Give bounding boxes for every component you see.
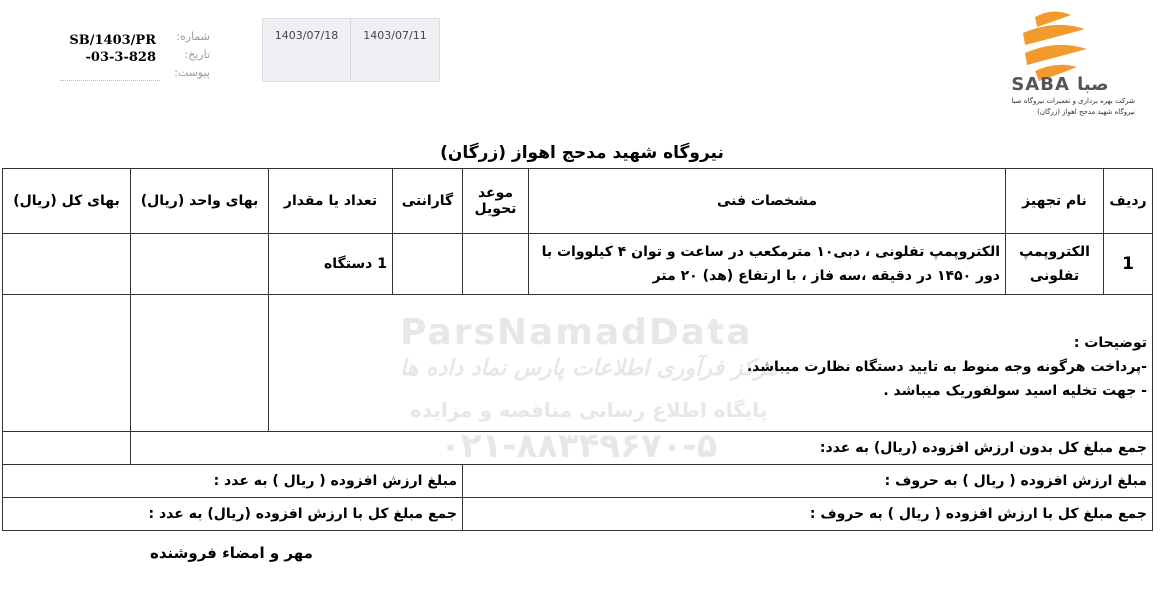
total-with-vat-words: جمع مبلغ کل با ارزش افزوده ( ریال ) به حروف : <box>463 498 1153 531</box>
page-title: نیروگاه شهید مدحج اهواز (زرگان) <box>440 143 724 163</box>
summary-row <box>3 465 1153 498</box>
logo-swoosh-3 <box>1025 45 1087 65</box>
logo-subtitle-line: نیروگاه شهید مدحج اهواز (زرگان) <box>1037 108 1135 116</box>
watermark-phone: ۰۲۱-۸۸۳۴۹۶۷۰-۵ <box>440 426 718 466</box>
cell-unit-price <box>131 234 269 295</box>
notes-empty-cell <box>131 295 269 432</box>
table-row <box>3 234 1153 295</box>
logo-text: SABA صبا <box>1011 74 1109 95</box>
watermark-line: مرکز فرآوری اطلاعات پارس نماد داده ها <box>400 356 779 381</box>
notes-row <box>3 295 1153 432</box>
summary-empty-cell <box>3 432 131 465</box>
notes-title: توضیحات : <box>1073 335 1147 351</box>
attachment-label: پیوست: <box>174 66 210 79</box>
summary-row <box>3 432 1153 465</box>
logo-subtitle <box>995 96 1135 118</box>
total-without-vat-numeric: جمع مبلغ کل بدون ارزش افزوده (ریال) به عدد: <box>131 432 1153 465</box>
notes-line: -پرداخت هرگونه وجه منوط به تایید دستگاه نظارت میباشد. <box>746 359 1147 375</box>
date-stamp: 1403/07/11 <box>363 29 427 42</box>
attachment-line <box>60 80 160 81</box>
col-specs: مشخصات فنی <box>529 169 1006 234</box>
summary-row <box>3 498 1153 531</box>
cell-delivery <box>463 234 529 295</box>
date-stamps <box>262 18 440 82</box>
total-with-vat-numeric: جمع مبلغ کل با ارزش افزوده (ریال) به عدد : <box>3 498 463 531</box>
col-equipment: نام تجهیز <box>1006 169 1104 234</box>
logo-swoosh-1 <box>1035 11 1071 27</box>
date-stamp: 1403/07/18 <box>263 19 351 81</box>
vat-words: مبلغ ارزش افزوده ( ریال ) به حروف : <box>463 465 1153 498</box>
watermark-brand: ParsNamadData <box>400 312 753 353</box>
items-table <box>2 168 1153 531</box>
cell-warranty <box>393 234 463 295</box>
notes-cell <box>269 295 1153 432</box>
col-unit-price: بهای واحد (ریال) <box>131 169 269 234</box>
cell-qty: 1 دستگاه <box>269 234 393 295</box>
number-value: SB/1403/PR-03-3-828 <box>69 33 156 65</box>
logo-swoosh-2 <box>1023 25 1085 45</box>
seller-seal-label: مهر و امضاء فروشنده <box>150 544 313 562</box>
number-label: شماره: <box>176 30 210 43</box>
vat-numeric: مبلغ ارزش افزوده ( ریال ) به عدد : <box>3 465 463 498</box>
notes-line: - جهت تخلیه اسید سولفوریک میباشد . <box>883 383 1147 399</box>
watermark-line: پایگاه اطلاع رسانی مناقصه و مزایده <box>410 398 768 422</box>
table-header-row <box>3 169 1153 234</box>
col-delivery: موعد تحویل <box>463 169 529 234</box>
attachment-row <box>60 66 210 84</box>
notes-empty-cell <box>3 295 131 432</box>
col-total-price: بهای کل (ریال) <box>3 169 131 234</box>
cell-equipment: الکتروپمپ تفلونی <box>1006 234 1104 295</box>
col-qty: تعداد یا مقدار <box>269 169 393 234</box>
date-label: تاریخ: <box>184 48 210 61</box>
logo-subtitle-line: شرکت بهره برداری و تعمیرات نیروگاه صبا <box>1011 97 1135 105</box>
cell-total-price <box>3 234 131 295</box>
col-warranty: گارانتی <box>393 169 463 234</box>
col-row: ردیف <box>1104 169 1153 234</box>
cell-specs: الکتروپمپ تفلونی ، دبی۱۰ مترمکعب در ساعت و توان ۴ کیلووات با دور ۱۴۵۰ در دقیقه ،سه فاز ، با ارتفاع (هد) ۲۰ متر <box>529 234 1006 295</box>
cell-row: 1 <box>1104 234 1153 295</box>
